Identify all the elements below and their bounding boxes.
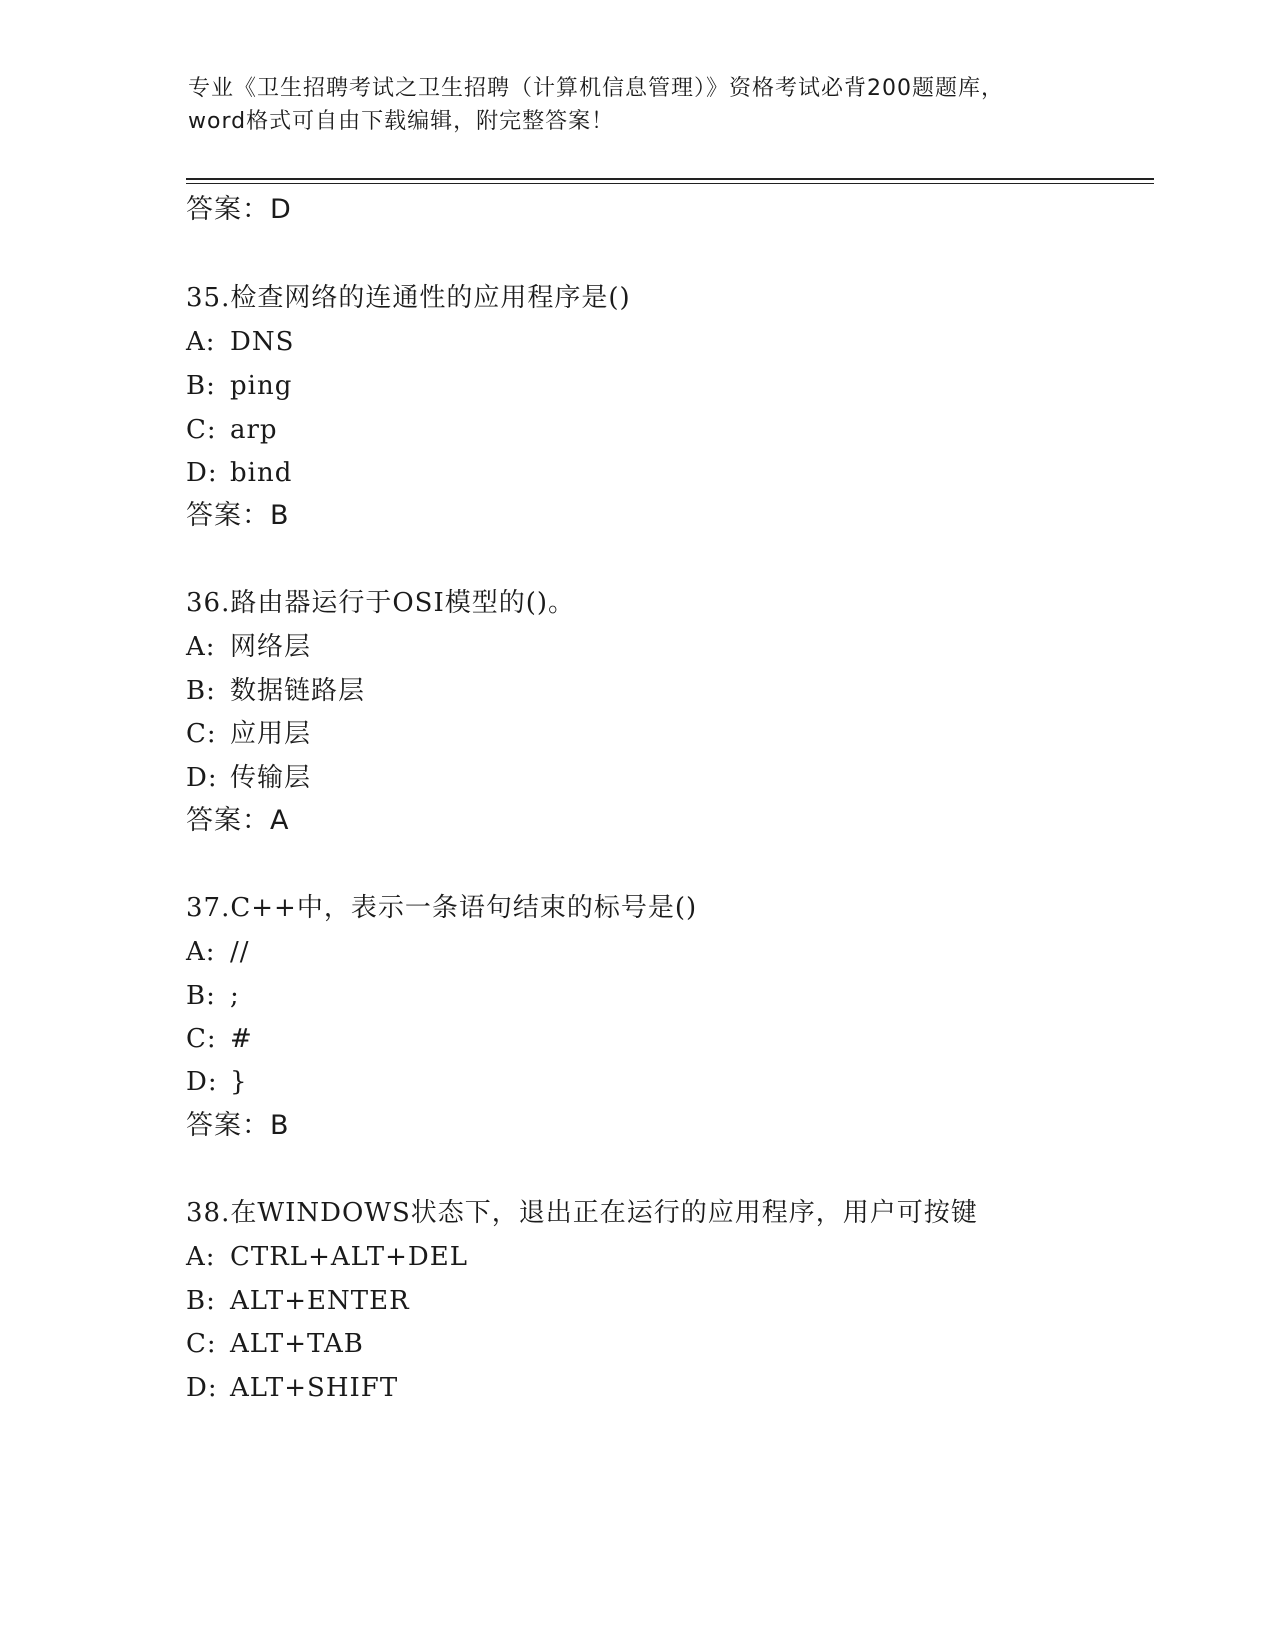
question-option [186, 714, 311, 754]
question-stem: 36.路由器运行于OSI模型的()。 [186, 588, 576, 618]
header-line-2: word格式可自由下载编辑，附完整答案！ [188, 109, 615, 134]
answer-line: 答案：B [186, 1110, 290, 1141]
option-letter: A: [186, 937, 216, 967]
option-text: 传输层 [230, 763, 312, 793]
document-header [188, 72, 1088, 138]
option-letter: B: [186, 371, 216, 401]
question-stem: 35.检查网络的连通性的应用程序是() [186, 283, 631, 313]
header-divider-thin [186, 183, 1154, 184]
option-text: DNS [230, 327, 295, 357]
question-option [186, 1237, 468, 1277]
option-letter: A: [186, 1242, 216, 1272]
option-letter: C: [186, 415, 217, 445]
question-option [186, 1062, 248, 1102]
option-letter: C: [186, 1329, 217, 1359]
answer-line: 答案：B [186, 500, 290, 531]
previous-answer: 答案：D [186, 194, 292, 225]
option-letter: D: [186, 763, 218, 793]
option-text: arp [230, 415, 278, 445]
option-text: 数据链路层 [230, 676, 366, 706]
option-text: # [230, 1024, 253, 1054]
answer-line: 答案：A [186, 805, 290, 836]
option-text: ALT+ENTER [230, 1286, 410, 1316]
option-text: ALT+SHIFT [230, 1373, 399, 1403]
header-line-1: 专业《卫生招聘考试之卫生招聘（计算机信息管理）》资格考试必背200题题库， [188, 76, 1004, 101]
option-text: bind [230, 458, 293, 488]
question-option [186, 1281, 410, 1321]
option-text: 应用层 [230, 719, 312, 749]
option-text: ALT+TAB [230, 1329, 364, 1359]
option-letter: C: [186, 1024, 217, 1054]
option-letter: A: [186, 327, 216, 357]
question-option [186, 1324, 364, 1364]
header-divider-thick [186, 178, 1154, 180]
option-text: ping [230, 371, 293, 401]
option-letter: A: [186, 632, 216, 662]
option-letter: C: [186, 719, 217, 749]
question-option [186, 410, 278, 450]
option-text: // [230, 937, 250, 967]
question-option [186, 758, 311, 798]
option-letter: D: [186, 1067, 218, 1097]
question-option [186, 366, 292, 406]
question-stem: 38.在WINDOWS状态下，退出正在运行的应用程序，用户可按键 [186, 1198, 978, 1228]
option-text: ; [230, 981, 240, 1011]
option-text: 网络层 [230, 632, 312, 662]
option-text: CTRL+ALT+DEL [230, 1242, 469, 1272]
option-letter: B: [186, 981, 216, 1011]
question-option [186, 932, 250, 972]
question-option [186, 453, 292, 493]
question-option [186, 1019, 253, 1059]
option-letter: B: [186, 676, 216, 706]
question-stem: 37.C++中，表示一条语句结束的标号是() [186, 893, 698, 923]
option-letter: D: [186, 458, 218, 488]
question-option [186, 671, 365, 711]
question-option [186, 627, 311, 667]
option-letter: D: [186, 1373, 218, 1403]
question-option [186, 1368, 398, 1408]
option-letter: B: [186, 1286, 216, 1316]
question-option [186, 322, 294, 362]
question-option [186, 976, 240, 1016]
option-text: } [230, 1067, 248, 1097]
